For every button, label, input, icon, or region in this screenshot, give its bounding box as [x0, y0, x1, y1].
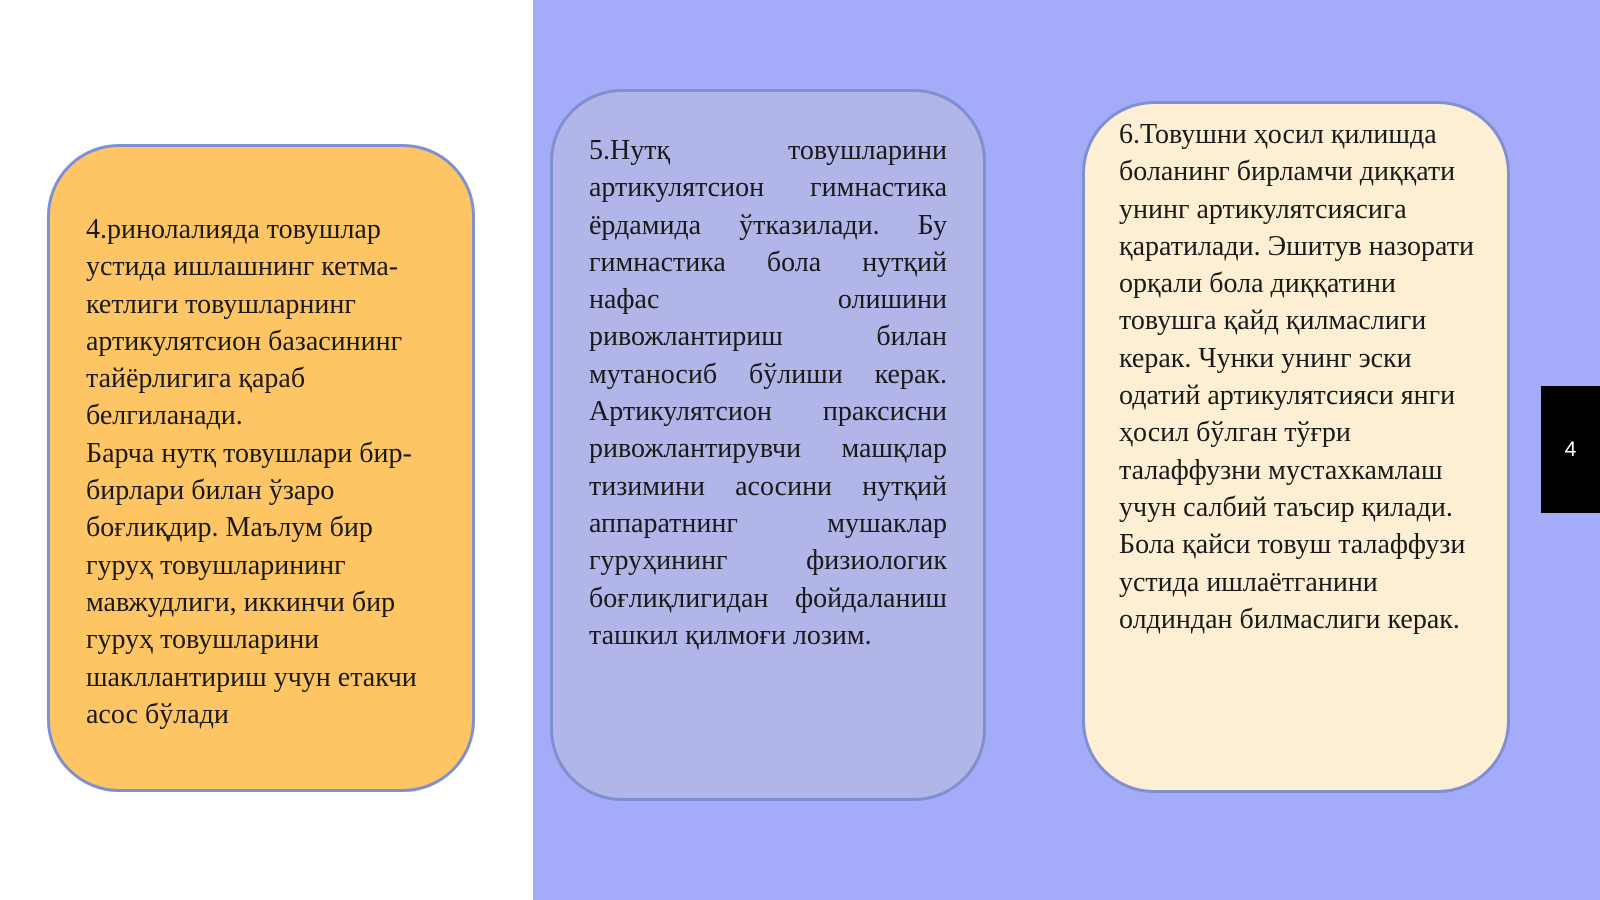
text-card-5: [550, 89, 986, 801]
card-paragraph: 5.Нутқ товушларини артикулятсион гимнастика ёрдамида ўтказилади. Бу гимнастика бола нутқий нафас олишини ривожлантириш билан мутаносиб бўлиши керак. Артикулятсион праксисни ривожлантирувчи машқлар тизимини асосини нутқий аппаратнинг мушаклар гуруҳининг физиологик боғлиқлигидан фойдаланиш ташкил қилмоғи лозим.: [589, 135, 947, 651]
card-paragraph: 6.Товушни ҳосил қилишда боланинг бирламчи диққати унинг артикулятсиясига қаратилади. Эшитув назорати орқали бола диққатини товушга қайд қилмаслиги керак. Чунки унинг эски одатий артикулятсияси янги ҳосил бўлган тўғри талаффузни мустахкамлаш учун салбий таъсир қилади. Бола қайси товуш талаффузи устида ишлаётганини олдиндан билмаслиги керак.: [1119, 119, 1474, 635]
card-paragraph: 4.ринолалияда товушлар устида ишлашнинг кетма-кетлиги товушларнинг артикулятсион базасининг тайёрлигига қараб белгиланади.: [86, 214, 403, 432]
card-paragraph: Барча нутқ товушлари бир-бирлари билан ўзаро боғлиқдир. Маълум бир гуруҳ товушларининг мавжудлиги, иккинчи бир гуруҳ товушларини шакллантириш учун етакчи асос бўлади: [86, 437, 417, 730]
text-card-4: [47, 144, 475, 792]
page-number-tab: [1541, 386, 1600, 513]
page-number: 4: [1564, 437, 1577, 461]
text-card-6: [1082, 101, 1510, 793]
